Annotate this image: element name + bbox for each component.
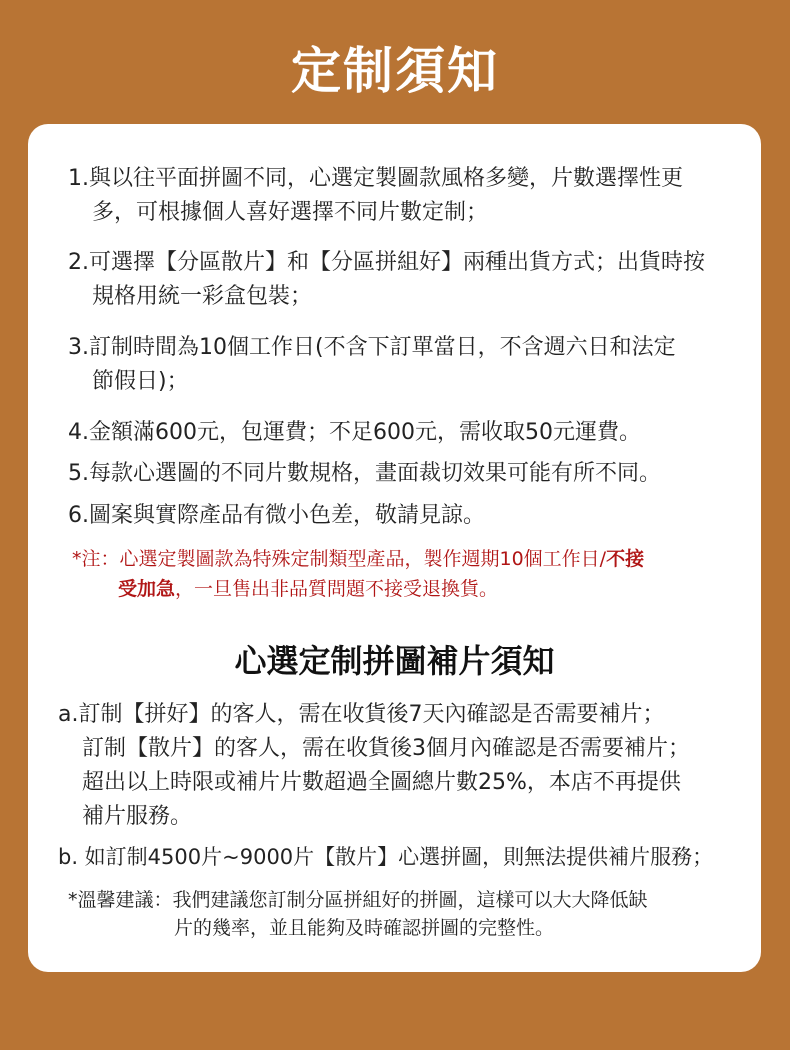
rule-item-5: 5.每款心選圖的不同片數規格，畫面裁切效果可能有所不同。 (68, 461, 661, 486)
tip-line-2: 片的幾率，並且能夠及時確認拼圖的完整性。 (174, 917, 555, 939)
rule-item-3 (68, 331, 676, 399)
rule-2-line-1: 2.可選擇【分區散片】和【分區拼組好】兩種出貨方式；出貨時按 (68, 250, 705, 275)
notice-emphasis-2: 受加急 (118, 578, 176, 600)
rule-item-2 (68, 246, 705, 314)
rule-item-6: 6.圖案與實際產品有微小色差，敬請見諒。 (68, 503, 485, 528)
notice-line-2: 受加急，一旦售出非品質問題不接受退換貨。 (118, 578, 499, 600)
page-title: 定制須知 (291, 42, 499, 100)
rule-3-line-2: 節假日)； (92, 369, 189, 394)
rule-1-line-2: 多，可根據個人喜好選擇不同片數定制； (92, 200, 489, 225)
supplement-a-line-2: 訂制【散片】的客人，需在收貨後3個月內確認是否需要補片； (82, 736, 690, 761)
rule-item-4: 4.金額滿600元，包運費；不足600元，需收取50元運費。 (68, 420, 641, 445)
rule-2-line-2: 規格用統一彩盒包裝； (92, 284, 313, 309)
rule-3-line-1: 3.訂制時間為10個工作日(不含下訂單當日，不含週六日和法定 (68, 335, 676, 360)
rule-item-1 (68, 162, 683, 230)
supplement-item-b: b. 如訂制4500片~9000片【散片】心選拼圖，則無法提供補片服務； (58, 845, 714, 869)
section-subtitle: 心選定制拼圖補片須知 (234, 642, 555, 680)
notice-emphasis-1: 不接 (606, 548, 645, 570)
supplement-a-line-3: 超出以上時限或補片片數超過全圖總片數25%，本店不再提供 (82, 770, 681, 795)
notice-line-1: *注：心選定製圖款為特殊定制類型產品，製作週期10個工作日/不接 (72, 548, 645, 570)
tip-line-1: *溫馨建議：我們建議您訂制分區拼組好的拼圖，這樣可以大大降低缺 (68, 889, 648, 911)
notice-card (28, 124, 761, 972)
supplement-item-a (58, 698, 690, 834)
supplement-a-line-4: 補片服務。 (82, 804, 193, 829)
warm-tip (68, 886, 648, 942)
rule-1-line-1: 1.與以往平面拼圖不同，心選定製圖款風格多變，片數選擇性更 (68, 166, 683, 191)
special-notice (72, 544, 644, 604)
supplement-a-line-1: a.訂制【拼好】的客人，需在收貨後7天內確認是否需要補片； (58, 702, 665, 727)
